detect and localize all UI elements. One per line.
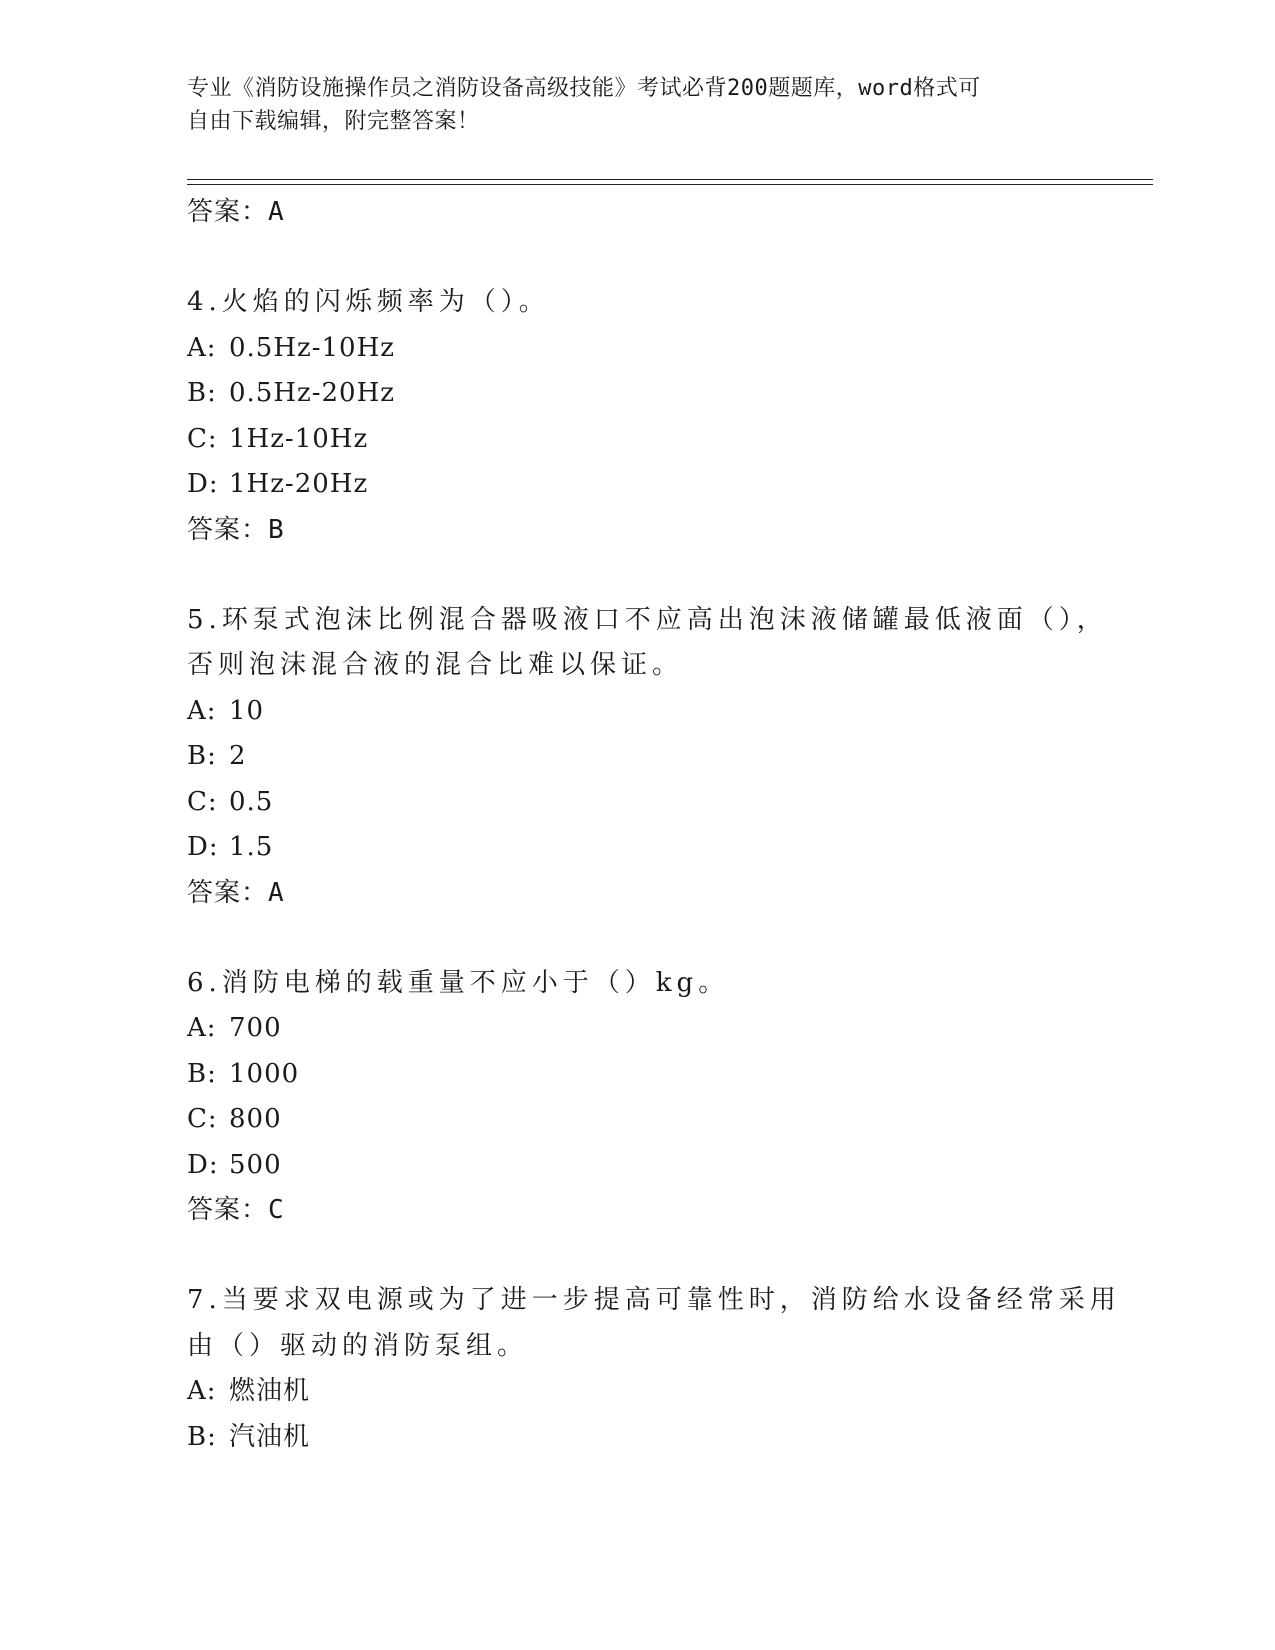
option-d	[187, 1143, 1087, 1189]
option-c	[187, 780, 1087, 826]
option-letter: C:	[187, 423, 218, 454]
option-b	[187, 371, 1087, 417]
question-text-line-1: 5.环泵式泡沫比例混合器吸液口不应高出泡沫液储罐最低液面（），	[187, 604, 1108, 635]
previous-answer: 答案：A	[187, 197, 285, 227]
answer-line: 答案：B	[187, 514, 285, 545]
question-text-line-2: 由（）驱动的消防泵组。	[187, 1330, 529, 1361]
option-letter: C:	[187, 1104, 218, 1134]
option-text: 500	[229, 1149, 282, 1180]
option-a	[187, 1006, 1087, 1052]
option-b	[187, 734, 1087, 780]
question-6	[187, 961, 1087, 1234]
option-text: 0.5Hz-10Hz	[229, 332, 395, 363]
option-text: 1000	[229, 1058, 300, 1089]
option-letter: B:	[187, 378, 217, 408]
header-line-1: 专业《消防设施操作员之消防设备高级技能》考试必背200题题库，word格式可	[187, 76, 981, 101]
option-text: 800	[229, 1104, 282, 1134]
option-d	[187, 825, 1087, 871]
answer-line: 答案：C	[187, 1195, 285, 1225]
document-header	[187, 72, 1067, 138]
option-text: 0.5Hz-20Hz	[229, 378, 395, 408]
question-text: 4.火焰的闪烁频率为（）。	[187, 287, 550, 317]
question-text-line-1: 7.当要求双电源或为了进一步提高可靠性时，消防给水设备经常采用	[187, 1285, 1121, 1315]
header-divider-bottom	[187, 184, 1153, 185]
option-letter: B:	[187, 1058, 217, 1089]
question-text-line-2: 否则泡沫混合液的混合比难以保证。	[187, 650, 684, 680]
question-7	[187, 1278, 1121, 1460]
option-letter: A:	[187, 1013, 217, 1043]
spacer	[187, 916, 1087, 961]
option-a	[187, 1369, 1087, 1415]
option-letter: A:	[187, 695, 217, 726]
option-d	[187, 462, 1087, 508]
option-text: 700	[229, 1013, 282, 1043]
option-letter: B:	[187, 1421, 217, 1452]
option-text: 10	[229, 695, 265, 726]
option-a	[187, 689, 1087, 735]
option-b	[187, 1415, 1087, 1461]
question-5	[187, 598, 1108, 916]
spacer	[187, 1233, 1087, 1278]
option-text: 0.5	[229, 786, 274, 817]
option-text: 1Hz-10Hz	[229, 423, 369, 454]
option-text: 2	[229, 741, 247, 771]
option-letter: A:	[187, 1376, 217, 1406]
header-line-2: 自由下载编辑，附完整答案！	[187, 109, 480, 134]
question-text: 6.消防电梯的载重量不应小于（）kg。	[187, 967, 730, 998]
option-c	[187, 1097, 1087, 1143]
option-b	[187, 1052, 1087, 1098]
option-letter: A:	[187, 332, 217, 363]
spacer	[187, 235, 1087, 280]
option-letter: D:	[187, 1149, 219, 1180]
question-4	[187, 280, 1087, 553]
option-letter: D:	[187, 832, 219, 862]
option-text: 汽油机	[229, 1421, 311, 1452]
option-letter: B:	[187, 741, 217, 771]
option-a	[187, 326, 1087, 372]
option-letter: D:	[187, 469, 219, 499]
option-text: 燃油机	[229, 1376, 311, 1406]
question-list	[187, 190, 1121, 1460]
option-text: 1Hz-20Hz	[229, 469, 369, 499]
option-text: 1.5	[229, 832, 274, 862]
answer-line: 答案：A	[187, 877, 285, 908]
header-divider-top	[187, 179, 1153, 180]
spacer	[187, 553, 1087, 598]
option-c	[187, 417, 1087, 463]
option-letter: C:	[187, 786, 218, 817]
